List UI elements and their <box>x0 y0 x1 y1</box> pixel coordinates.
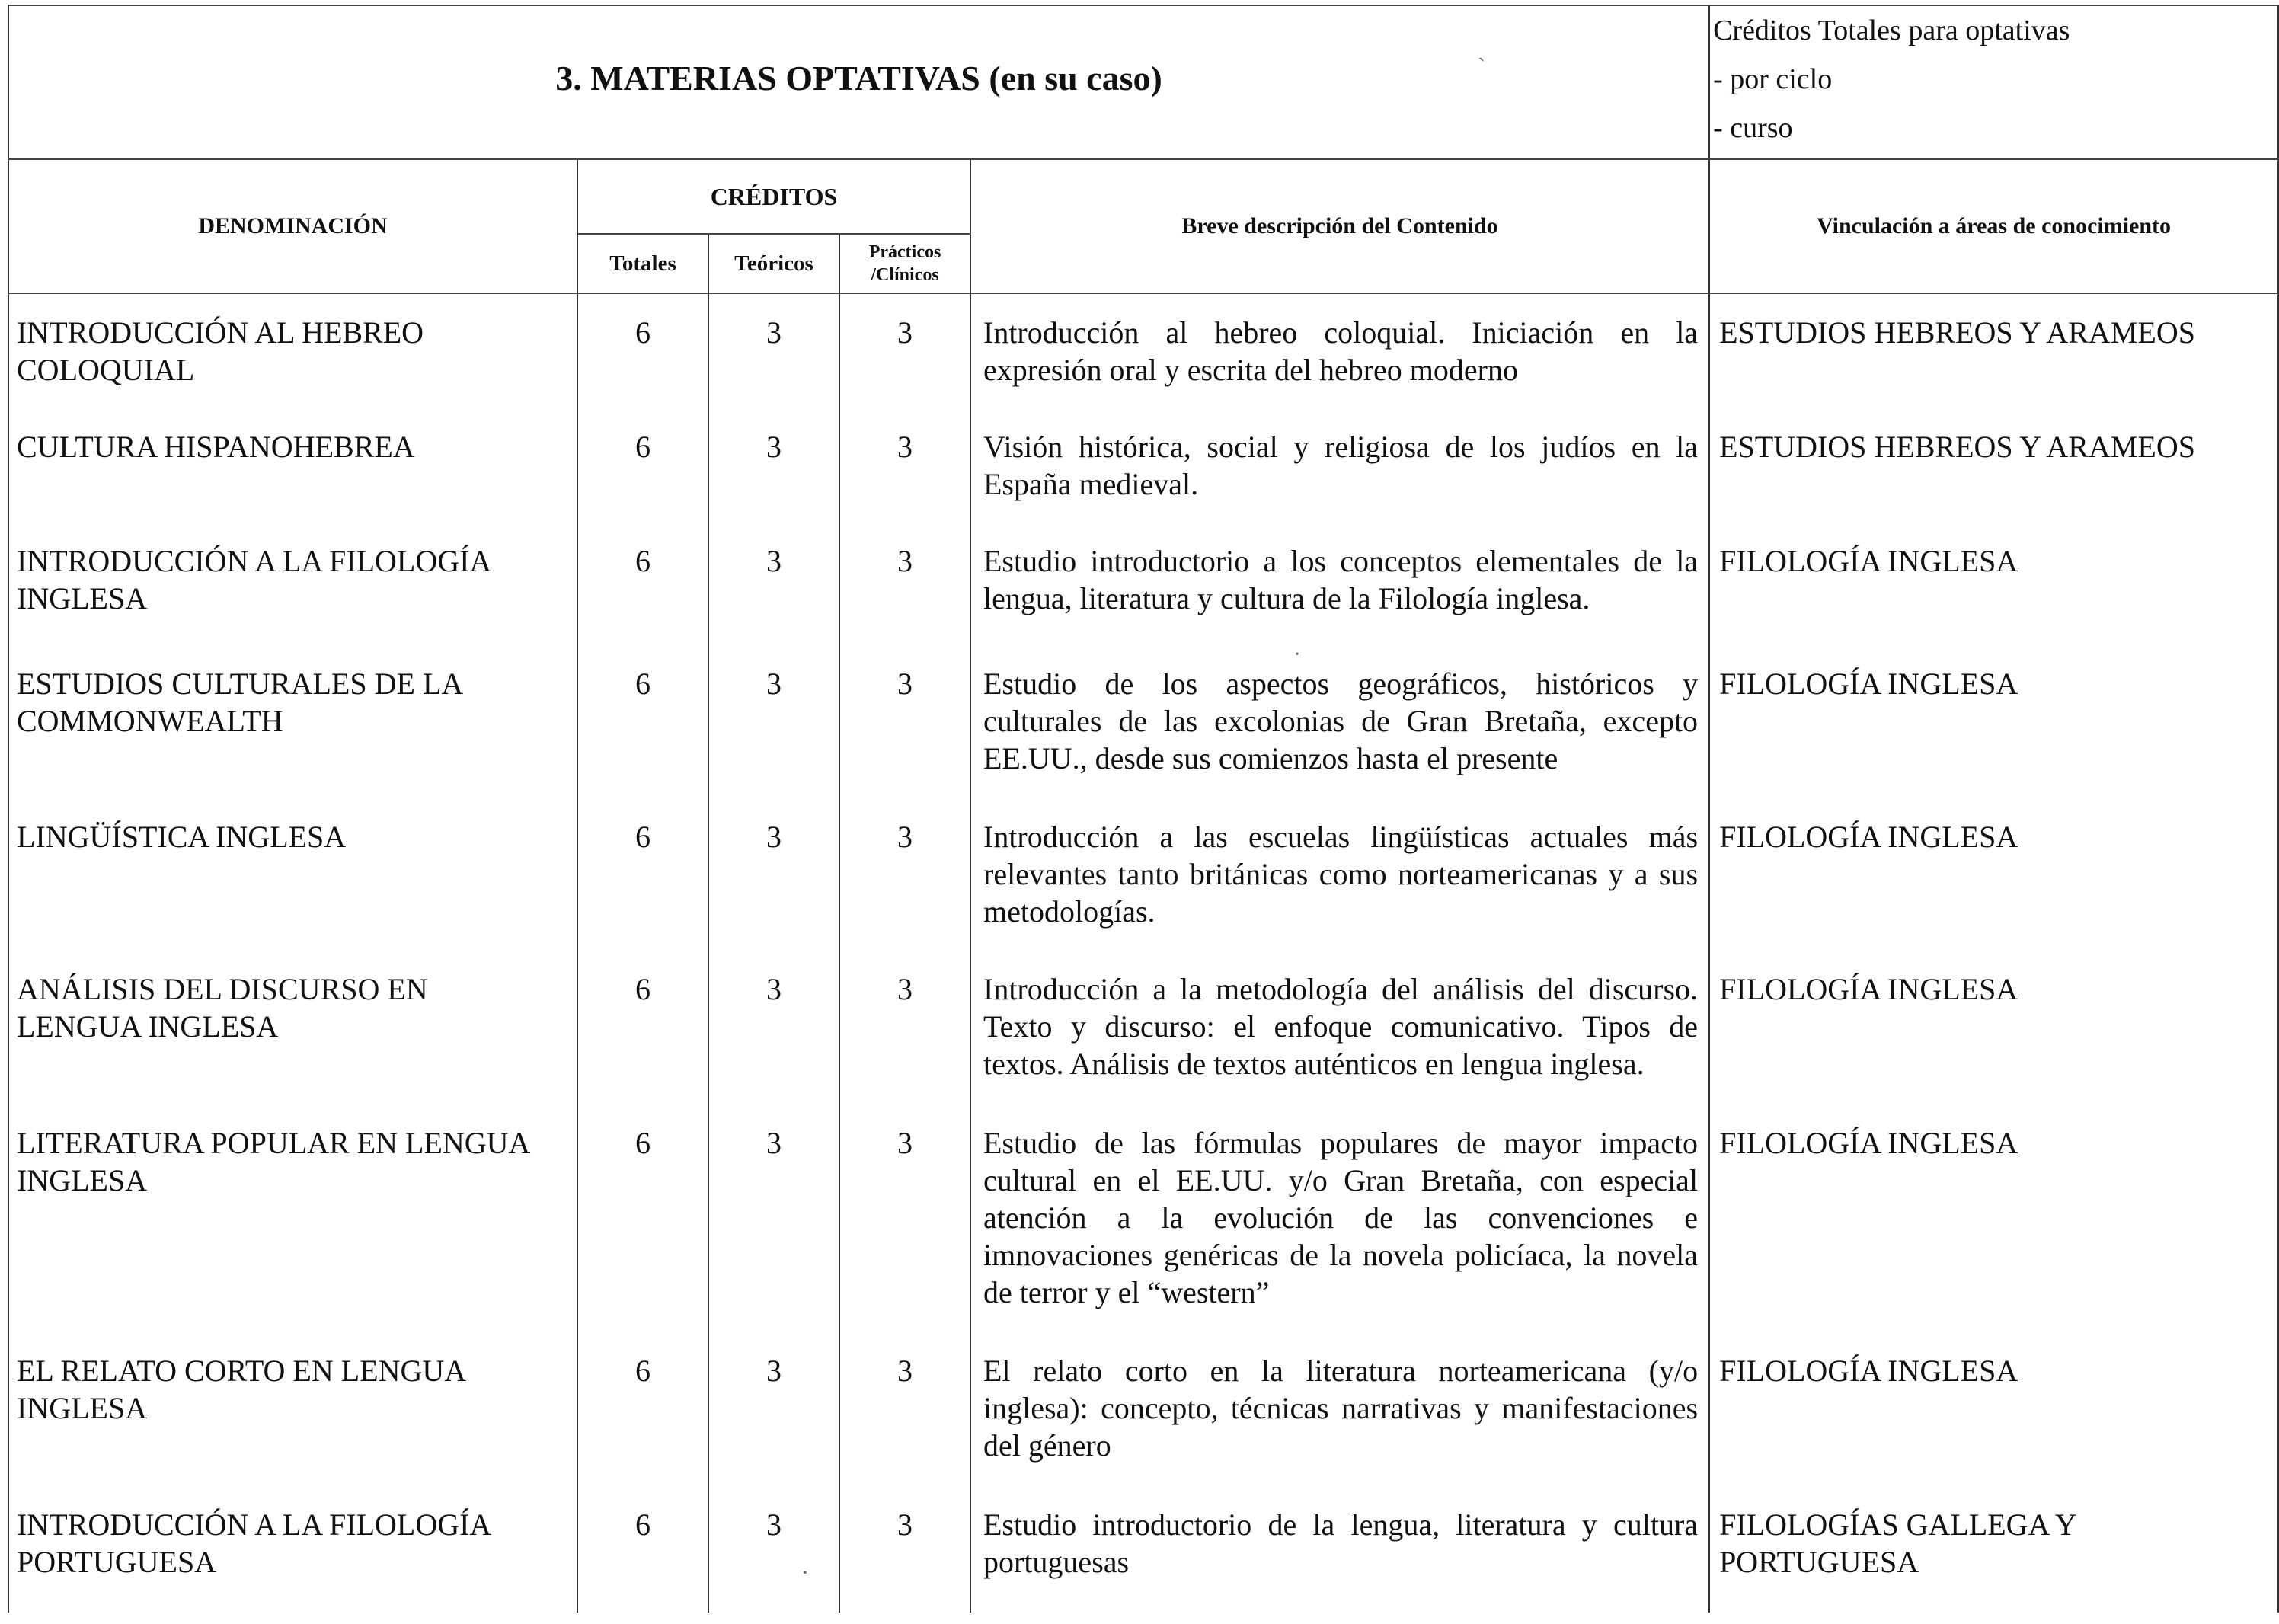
table-row <box>8 818 2278 970</box>
scan-speck: · <box>801 1560 809 1585</box>
creditos-totales-box <box>1709 5 2278 159</box>
row-totales: 6 <box>577 314 708 428</box>
row-name-line: ANÁLISIS DEL DISCURSO EN <box>17 972 428 1006</box>
row-practicos: 3 <box>839 428 970 542</box>
row-denominacion <box>8 1352 577 1506</box>
title-row <box>8 5 2278 159</box>
row-descripcion: Introducción a la metodología del análisis del discurso. Texto y discurso: el enfoque comunicativo. Tipos de textos. Análisis de textos auténticos en lengua inglesa. <box>970 970 1709 1124</box>
row-name-line: INTRODUCCIÓN A LA FILOLOGÍA <box>17 544 492 578</box>
row-totales: 6 <box>577 428 708 542</box>
row-name-line: INGLESA <box>17 581 148 615</box>
row-name-line: EL RELATO CORTO EN LENGUA <box>17 1354 467 1388</box>
row-practicos: 3 <box>839 542 970 665</box>
row-denominacion <box>8 1124 577 1352</box>
spacer-row <box>8 293 2278 314</box>
row-totales: 6 <box>577 1124 708 1352</box>
row-teoricos: 3 <box>708 665 839 818</box>
header-teoricos: Teóricos <box>708 234 839 293</box>
row-name-line: COMMONWEALTH <box>17 704 283 738</box>
row-totales: 6 <box>577 1506 708 1613</box>
row-descripcion: Estudio introductorio a los conceptos elementales de la lengua, literatura y cultura de la Filología inglesa. <box>970 542 1709 665</box>
row-area-line: FILOLOGÍAS GALLEGA Y <box>1719 1507 2077 1542</box>
table-row <box>8 314 2278 428</box>
row-teoricos: 3 <box>708 970 839 1124</box>
row-totales: 6 <box>577 1352 708 1506</box>
row-area-line: ESTUDIOS HEBREOS Y ARAMEOS <box>1719 430 2195 464</box>
row-name-line: CULTURA HISPANOHEBREA <box>17 430 415 464</box>
row-name-line: INTRODUCCIÓN A LA FILOLOGÍA <box>17 1507 492 1542</box>
row-totales: 6 <box>577 665 708 818</box>
row-name-line: INTRODUCCIÓN AL HEBREO <box>17 315 424 350</box>
row-denominacion <box>8 542 577 665</box>
row-name-line: LENGUA INGLESA <box>17 1009 279 1044</box>
row-descripcion: El relato corto en la literatura norteamericana (y/o inglesa): concepto, técnicas narrativas y manifestaciones del género <box>970 1352 1709 1506</box>
row-teoricos: 3 <box>708 428 839 542</box>
table-row <box>8 665 2278 818</box>
row-teoricos: 3 <box>708 1352 839 1506</box>
row-area-line: FILOLOGÍA INGLESA <box>1719 544 2018 578</box>
table-row <box>8 428 2278 542</box>
row-name-line: ESTUDIOS CULTURALES DE LA <box>17 667 464 701</box>
row-area-line: FILOLOGÍA INGLESA <box>1719 1126 2018 1160</box>
header-row <box>8 159 2278 234</box>
header-practicos-line2: /Clínicos <box>871 265 939 285</box>
header-creditos: CRÉDITOS <box>577 159 970 234</box>
row-totales: 6 <box>577 542 708 665</box>
creditos-totales-por-ciclo: - por ciclo <box>1713 63 1833 95</box>
row-area <box>1709 818 2278 970</box>
row-practicos: 3 <box>839 1124 970 1352</box>
row-teoricos: 3 <box>708 1124 839 1352</box>
header-practicos-line1: Prácticos <box>868 242 941 262</box>
row-area-line: FILOLOGÍA INGLESA <box>1719 972 2018 1006</box>
page-title: 3. MATERIAS OPTATIVAS (en su caso) <box>8 5 1709 159</box>
row-teoricos: 3 <box>708 1506 839 1613</box>
row-area-line: FILOLOGÍA INGLESA <box>1719 667 2018 701</box>
row-area <box>1709 970 2278 1124</box>
row-name-line: COLOQUIAL <box>17 353 195 387</box>
header-practicos <box>839 234 970 293</box>
row-denominacion <box>8 818 577 970</box>
header-descripcion: Breve descripción del Contenido <box>970 159 1709 293</box>
creditos-totales-heading: Créditos Totales para optativas <box>1713 14 2070 46</box>
row-teoricos: 3 <box>708 314 839 428</box>
row-descripcion: Visión histórica, social y religiosa de los judíos en la España medieval. <box>970 428 1709 542</box>
row-area <box>1709 1124 2278 1352</box>
row-area <box>1709 542 2278 665</box>
row-name-line: INGLESA <box>17 1163 148 1197</box>
row-practicos: 3 <box>839 818 970 970</box>
row-practicos: 3 <box>839 665 970 818</box>
table-row <box>8 970 2278 1124</box>
row-descripcion: Introducción a las escuelas lingüísticas actuales más relevantes tanto británicas como norteamericanas y a sus metodologías. <box>970 818 1709 970</box>
row-practicos: 3 <box>839 1506 970 1613</box>
row-denominacion <box>8 665 577 818</box>
optativas-table <box>8 5 2279 1613</box>
row-descripcion: Introducción al hebreo coloquial. Iniciación en la expresión oral y escrita del hebreo moderno <box>970 314 1709 428</box>
row-denominacion <box>8 428 577 542</box>
row-name-line: LINGÜÍSTICA INGLESA <box>17 820 347 854</box>
table-row <box>8 542 2278 665</box>
row-descripcion: Estudio de los aspectos geográficos, históricos y culturales de las excolonias de Gran Bretaña, excepto EE.UU., desde sus comienzos hasta el presente <box>970 665 1709 818</box>
row-teoricos: 3 <box>708 818 839 970</box>
row-totales: 6 <box>577 818 708 970</box>
header-denominacion: DENOMINACIÓN <box>8 159 577 293</box>
row-descripcion: Estudio introductorio de la lengua, literatura y cultura portuguesas <box>970 1506 1709 1613</box>
row-teoricos: 3 <box>708 542 839 665</box>
header-vinculacion: Vinculación a áreas de conocimiento <box>1709 159 2278 293</box>
row-name-line: INGLESA <box>17 1391 148 1425</box>
scan-speck: ˏ <box>1478 37 1485 62</box>
row-area-line: ESTUDIOS HEBREOS Y ARAMEOS <box>1719 315 2195 350</box>
row-area-line: FILOLOGÍA INGLESA <box>1719 1354 2018 1388</box>
row-area-line: PORTUGUESA <box>1719 1545 1919 1579</box>
table-row <box>8 1124 2278 1352</box>
row-area <box>1709 428 2278 542</box>
row-denominacion <box>8 970 577 1124</box>
row-area <box>1709 314 2278 428</box>
row-totales: 6 <box>577 970 708 1124</box>
row-area-line: FILOLOGÍA INGLESA <box>1719 820 2018 854</box>
row-area <box>1709 1352 2278 1506</box>
row-area <box>1709 1506 2278 1613</box>
creditos-totales-curso: - curso <box>1713 112 1793 144</box>
row-denominacion <box>8 314 577 428</box>
row-name-line: PORTUGUESA <box>17 1545 217 1579</box>
row-practicos: 3 <box>839 1352 970 1506</box>
row-practicos: 3 <box>839 314 970 428</box>
row-name-line: LITERATURA POPULAR EN LENGUA <box>17 1126 531 1160</box>
row-denominacion <box>8 1506 577 1613</box>
table-row <box>8 1506 2278 1613</box>
scan-speck: · <box>1293 641 1301 667</box>
row-descripcion: Estudio de las fórmulas populares de mayor impacto cultural en el EE.UU. y/o Gran Bretaña, con especial atención a la evolución de las convenciones e imnovaciones genéricas de la novela policíaca, la novela de terror y el “western” <box>970 1124 1709 1352</box>
row-area <box>1709 665 2278 818</box>
header-totales: Totales <box>577 234 708 293</box>
table-row <box>8 1352 2278 1506</box>
row-practicos: 3 <box>839 970 970 1124</box>
